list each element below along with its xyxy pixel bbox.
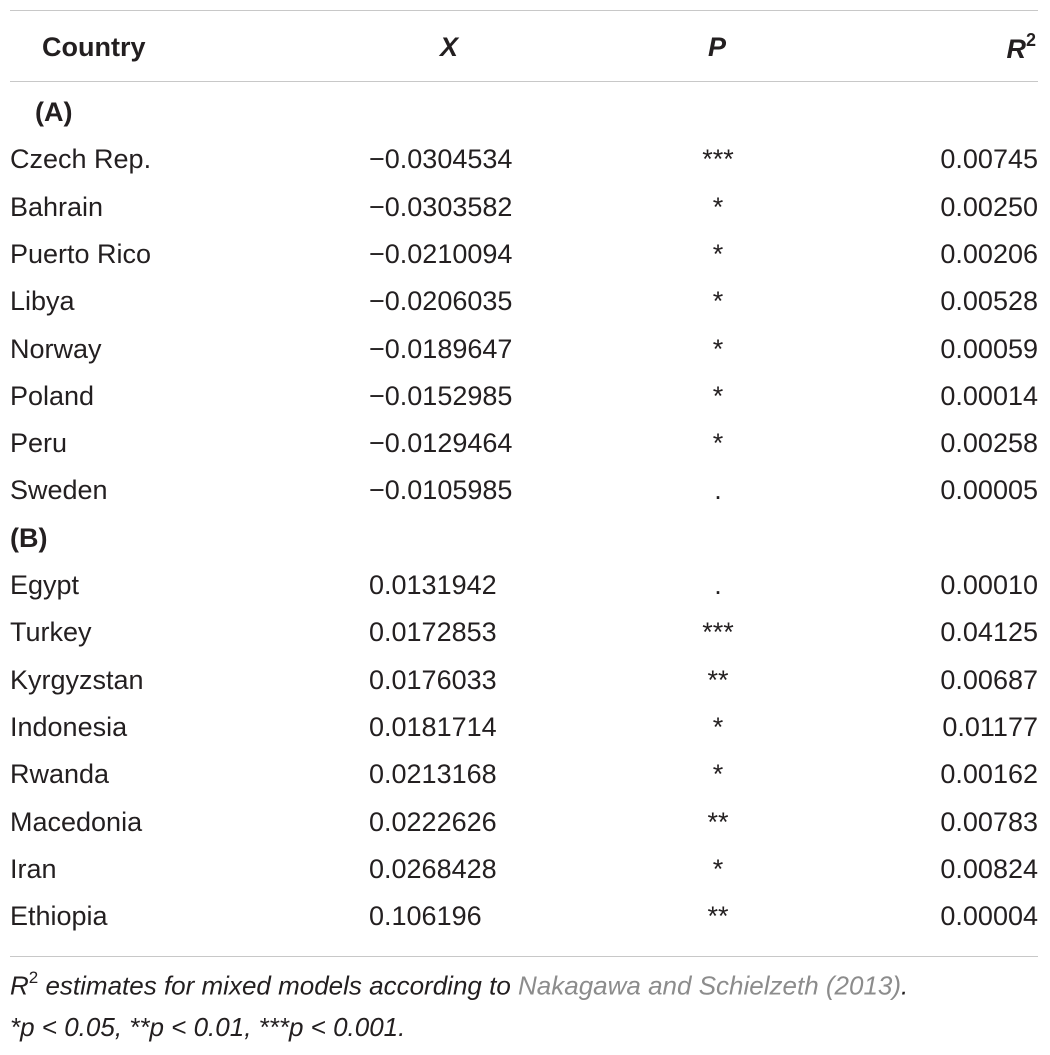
table-row (10, 712, 1038, 759)
table-row (10, 807, 1038, 854)
header-x: X (440, 32, 459, 62)
country-cell: Ethiopia (10, 901, 108, 932)
p-cell: ** (707, 664, 729, 695)
country-cell: Kyrgyzstan (10, 664, 144, 695)
country-cell: Rwanda (10, 759, 110, 790)
table-row (10, 144, 1038, 191)
bottom-rule (10, 956, 1038, 957)
p-cell: . (714, 570, 722, 600)
country-cell: Indonesia (10, 711, 128, 742)
x-cell: 0.0172853 (369, 617, 497, 648)
r2-cell: 0.00258 (940, 428, 1038, 459)
footnote-r2: $R^2$ estimates for mixed models according to Nakagawa and Schielzeth (2013). (10, 968, 909, 1001)
country-cell: Egypt (10, 570, 80, 600)
x-cell: −0.0206035 (369, 286, 513, 317)
r2-cell: 0.00059 (940, 333, 1038, 364)
p-cell: * (712, 333, 724, 364)
r2-cell: 0.00528 (940, 286, 1038, 317)
x-cell: 0.0181714 (369, 711, 497, 742)
country-cell: Puerto Rico (10, 238, 152, 269)
p-cell: ** (707, 806, 729, 837)
x-cell: 0.0222626 (369, 806, 497, 837)
table-row (10, 475, 1038, 522)
x-cell: −0.0105985 (369, 475, 513, 506)
r2-cell: 0.00014 (940, 380, 1038, 411)
country-cell: Czech Rep. (10, 144, 152, 175)
table-row (10, 759, 1038, 806)
r2-cell: 0.00745 (940, 144, 1038, 175)
x-cell: −0.0129464 (369, 428, 513, 459)
header-r2: $R^2$ (1006, 30, 1036, 64)
p-cell: * (712, 853, 724, 884)
country-cell: Turkey (10, 617, 92, 648)
r2-cell: 0.00250 (940, 191, 1038, 222)
p-cell: *** (702, 144, 734, 175)
table-row (10, 665, 1038, 712)
r2-cell: 0.00162 (940, 759, 1038, 790)
r2-cell: 0.00004 (940, 901, 1038, 932)
p-cell: * (712, 191, 724, 222)
table-row (10, 334, 1038, 381)
x-cell: −0.0189647 (369, 333, 513, 364)
header-rule (10, 81, 1038, 82)
r2-cell: 0.00687 (940, 664, 1038, 695)
p-cell: * (712, 238, 724, 269)
p-cell: ** (707, 901, 729, 932)
footnote-significance: *p < 0.05, **p < 0.01, ***p < 0.001. (10, 1012, 406, 1042)
table-row (10, 617, 1038, 664)
p-cell: * (712, 380, 724, 411)
r2-cell: 0.00824 (940, 853, 1038, 884)
r2-cell: 0.01177 (942, 711, 1038, 742)
table-row (10, 854, 1038, 901)
table-row (10, 239, 1038, 286)
r2-cell: 0.04125 (940, 617, 1038, 648)
header-p: P (708, 32, 727, 62)
x-cell: 0.0268428 (369, 853, 497, 884)
r2-cell: 0.00206 (940, 238, 1038, 269)
citation-link[interactable]: Nakagawa and Schielzeth (2013) (518, 970, 902, 1001)
p-cell: . (714, 475, 722, 506)
table-row (10, 901, 1038, 948)
p-cell: * (712, 286, 724, 317)
table-row (10, 286, 1038, 333)
section-label: (A) (35, 97, 73, 127)
table-row (10, 570, 1038, 617)
table-row (10, 381, 1038, 428)
x-cell: −0.0303582 (369, 191, 513, 222)
section-label: (B) (10, 522, 48, 553)
top-rule (10, 10, 1038, 11)
x-cell: −0.0304534 (369, 144, 513, 175)
country-cell: Libya (10, 286, 75, 317)
table-row (10, 192, 1038, 239)
x-cell: −0.0152985 (369, 380, 513, 411)
x-cell: −0.0210094 (369, 238, 513, 269)
x-cell: 0.106196 (369, 901, 482, 932)
x-cell: 0.0176033 (369, 664, 497, 695)
p-cell: * (712, 759, 724, 790)
country-cell: Bahrain (10, 191, 104, 222)
country-cell: Norway (10, 333, 102, 364)
country-cell: Poland (10, 380, 95, 411)
x-cell: 0.0213168 (369, 759, 497, 790)
header-country: Country (42, 32, 146, 62)
r2-cell: 0.00783 (940, 806, 1038, 837)
r2-cell: 0.00010 (940, 570, 1038, 600)
p-cell: * (712, 428, 724, 459)
country-cell: Sweden (10, 475, 108, 506)
country-cell: Peru (10, 428, 68, 459)
country-cell: Macedonia (10, 806, 143, 837)
table-row (10, 428, 1038, 475)
r2-cell: 0.00005 (940, 475, 1038, 506)
p-cell: * (712, 711, 724, 742)
country-cell: Iran (10, 853, 57, 884)
x-cell: 0.0131942 (369, 570, 497, 600)
p-cell: *** (702, 617, 734, 648)
